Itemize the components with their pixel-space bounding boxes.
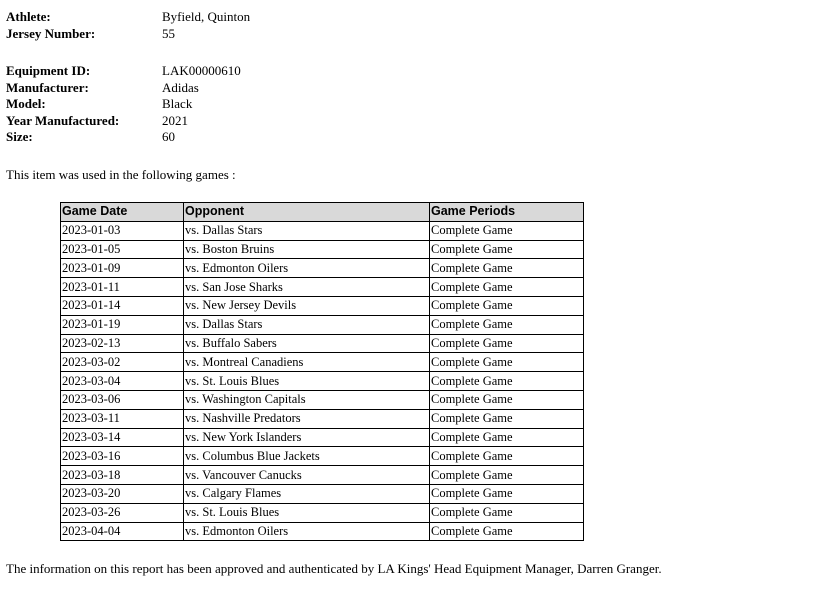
game-date-cell: 2023-03-18 <box>61 466 184 485</box>
game-periods-cell: Complete Game <box>430 259 584 278</box>
table-row <box>61 240 584 259</box>
athlete-field <box>6 9 250 26</box>
opponent-cell: vs. Edmonton Oilers <box>184 522 430 541</box>
table-row <box>61 447 584 466</box>
game-periods-cell: Complete Game <box>430 503 584 522</box>
athlete-info <box>6 9 250 42</box>
opponent-cell: vs. Dallas Stars <box>184 221 430 240</box>
equipment-id-field <box>6 63 241 80</box>
game-periods-cell: Complete Game <box>430 240 584 259</box>
model-field <box>6 96 241 113</box>
field-label: Model: <box>6 96 46 112</box>
opponent-cell: vs. St. Louis Blues <box>184 503 430 522</box>
table-row <box>61 409 584 428</box>
table-row <box>61 484 584 503</box>
game-periods-cell: Complete Game <box>430 315 584 334</box>
opponent-cell: vs. San Jose Sharks <box>184 278 430 297</box>
game-date-cell: 2023-03-14 <box>61 428 184 447</box>
field-label: Athlete: <box>6 9 51 24</box>
athlete-name: Byfield, Quinton <box>162 9 251 24</box>
table-row <box>61 278 584 297</box>
game-date-cell: 2023-02-13 <box>61 334 184 353</box>
table-row <box>61 259 584 278</box>
table-row <box>61 221 584 240</box>
game-date-cell: 2023-03-06 <box>61 390 184 409</box>
game-periods-cell: Complete Game <box>430 466 584 485</box>
manufacturer: Adidas <box>162 79 199 95</box>
table-row <box>61 503 584 522</box>
table-row <box>61 315 584 334</box>
equipment-info <box>6 63 241 146</box>
table-row <box>61 372 584 391</box>
header-game-date: Game Date <box>61 203 184 222</box>
header-game-periods: Game Periods <box>430 203 584 222</box>
header-opponent: Opponent <box>184 203 430 222</box>
game-periods-cell: Complete Game <box>430 334 584 353</box>
equipment-id: LAK00000610 <box>162 63 241 78</box>
game-date-cell: 2023-03-26 <box>61 503 184 522</box>
game-date-cell: 2023-01-09 <box>61 259 184 278</box>
table-row <box>61 296 584 315</box>
table-row <box>61 428 584 447</box>
opponent-cell: vs. New York Islanders <box>184 428 430 447</box>
game-periods-cell: Complete Game <box>430 296 584 315</box>
opponent-cell: vs. Nashville Predators <box>184 409 430 428</box>
game-periods-cell: Complete Game <box>430 221 584 240</box>
game-date-cell: 2023-03-16 <box>61 447 184 466</box>
table-row <box>61 334 584 353</box>
manufacturer-field <box>6 80 241 97</box>
year-field <box>6 113 241 130</box>
table-row <box>61 353 584 372</box>
opponent-cell: vs. New Jersey Devils <box>184 296 430 315</box>
table-row <box>61 522 584 541</box>
game-date-cell: 2023-01-03 <box>61 221 184 240</box>
game-date-cell: 2023-03-02 <box>61 353 184 372</box>
opponent-cell: vs. Columbus Blue Jackets <box>184 447 430 466</box>
opponent-cell: vs. Edmonton Oilers <box>184 259 430 278</box>
field-label: Year Manufactured: <box>6 112 120 128</box>
field-label: Manufacturer: <box>6 79 89 95</box>
game-periods-cell: Complete Game <box>430 353 584 372</box>
opponent-cell: vs. Boston Bruins <box>184 240 430 259</box>
opponent-cell: vs. Washington Capitals <box>184 390 430 409</box>
game-periods-cell: Complete Game <box>430 278 584 297</box>
field-label: Equipment ID: <box>6 63 91 78</box>
opponent-cell: vs. Dallas Stars <box>184 315 430 334</box>
jersey-field <box>6 26 250 43</box>
footer-text: The information on this report has been approved and authenticated by LA Kings' Head Equipment Manager, Darren Granger. <box>6 561 662 576</box>
table-row <box>61 466 584 485</box>
field-label: Size: <box>6 129 33 145</box>
table-header-row <box>61 203 584 222</box>
games-table-body <box>61 221 584 541</box>
game-date-cell: 2023-03-04 <box>61 372 184 391</box>
opponent-cell: vs. St. Louis Blues <box>184 372 430 391</box>
game-date-cell: 2023-01-14 <box>61 296 184 315</box>
game-date-cell: 2023-01-05 <box>61 240 184 259</box>
game-periods-cell: Complete Game <box>430 428 584 447</box>
field-label: Jersey Number: <box>6 25 96 41</box>
game-periods-cell: Complete Game <box>430 409 584 428</box>
game-periods-cell: Complete Game <box>430 372 584 391</box>
game-date-cell: 2023-01-11 <box>61 278 184 297</box>
game-date-cell: 2023-03-11 <box>61 409 184 428</box>
table-row <box>61 390 584 409</box>
size-field <box>6 129 241 146</box>
game-periods-cell: Complete Game <box>430 390 584 409</box>
opponent-cell: vs. Buffalo Sabers <box>184 334 430 353</box>
game-date-cell: 2023-03-20 <box>61 484 184 503</box>
opponent-cell: vs. Montreal Canadiens <box>184 353 430 372</box>
opponent-cell: vs. Calgary Flames <box>184 484 430 503</box>
game-periods-cell: Complete Game <box>430 522 584 541</box>
game-date-cell: 2023-04-04 <box>61 522 184 541</box>
opponent-cell: vs. Vancouver Canucks <box>184 466 430 485</box>
game-date-cell: 2023-01-19 <box>61 315 184 334</box>
year-manufactured: 2021 <box>162 112 188 128</box>
model: Black <box>162 96 193 112</box>
size: 60 <box>162 129 175 145</box>
intro-text: This item was used in the following games : <box>6 167 236 182</box>
jersey-number: 55 <box>162 25 175 41</box>
game-periods-cell: Complete Game <box>430 447 584 466</box>
game-periods-cell: Complete Game <box>430 484 584 503</box>
games-table <box>60 202 584 541</box>
